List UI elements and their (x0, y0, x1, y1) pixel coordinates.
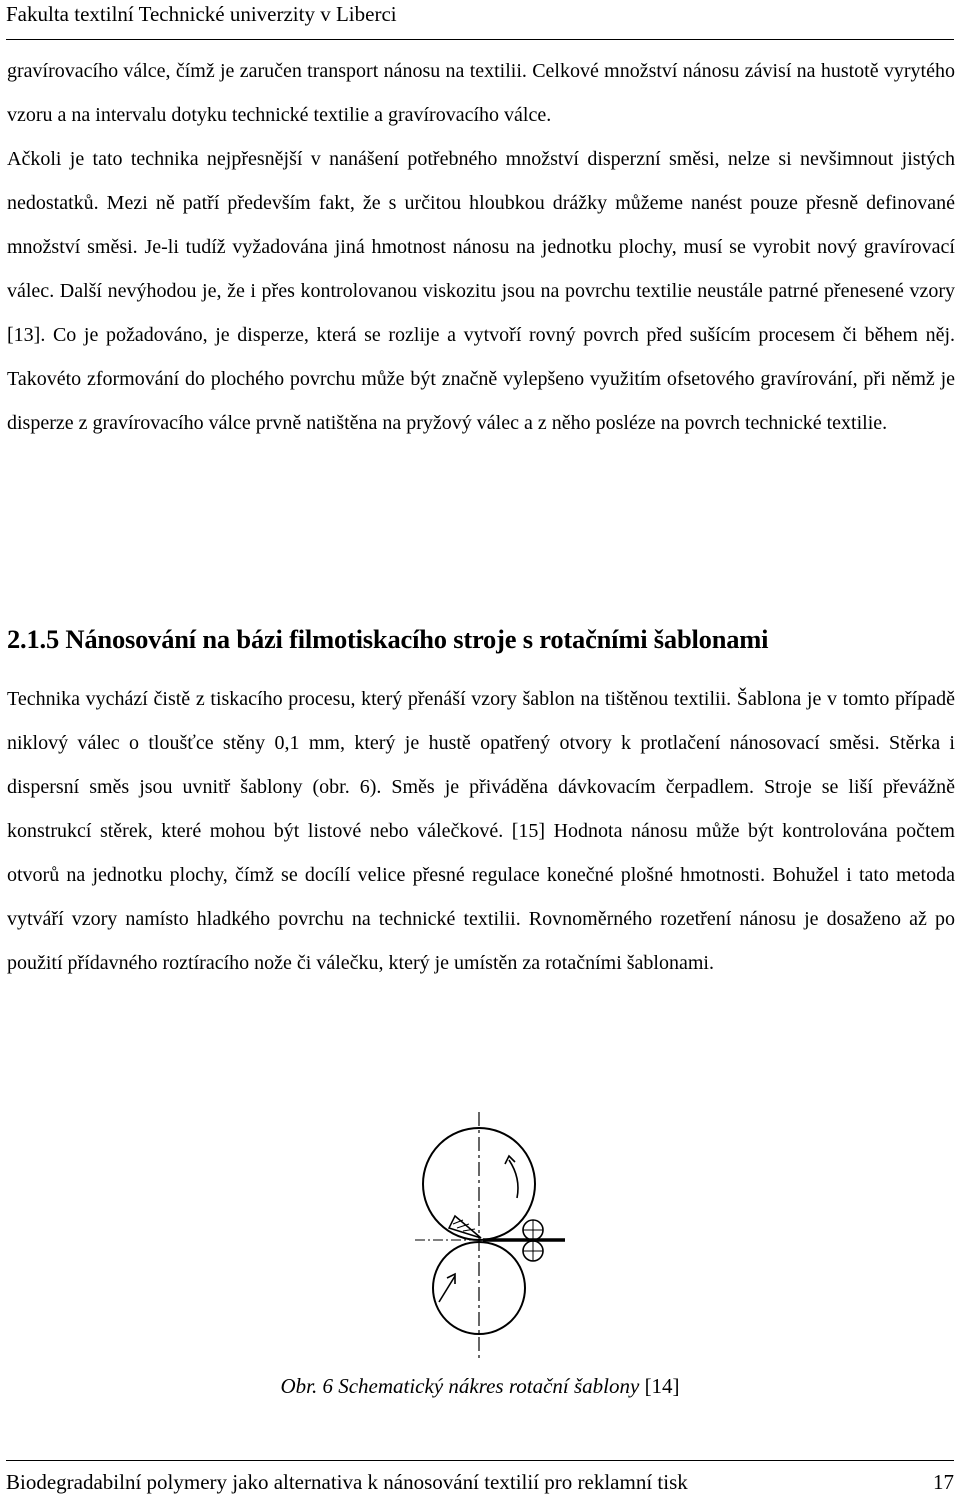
body-text (7, 49, 955, 445)
section-heading: 2.1.5 Nánosování na bázi filmotiskacího stroje s rotačními šablonami (7, 624, 769, 654)
figure-rotary-screen-diagram (405, 1112, 565, 1362)
paragraph-2: Ačkoli je tato technika nejpřesnější v nanášení potřebného množství disperzní směsi, nelze si nevšimnout jistých nedostatků. Mezi ně patří především fakt, že s určitou hloubkou drážky můžeme nanést pouze přesně definované množství směsi. Je-li tudíž vyžadována jiná hmotnost nánosu na jednotku plochy, musí se vyrobit nový gravírovací válec. Další nevýhodou je, že i přes kontrolovanou viskozitu jsou na povrchu textilie neustále patrné přenesené vzory [13]. Co je požadováno, je disperze, která se rozlije a vytvoří rovný povrch před sušícím procesem či během něj. Takovéto zformování do plochého povrchu může být značně vylepšeno využitím ofsetového gravírování, při němž je disperze z gravírovacího válce prvně natištěna na pryžový válec a z něho posléze na povrch technické textilie. (7, 148, 955, 434)
paragraph-1: gravírovacího válce, čímž je zaručen transport nánosu na textilii. Celkové množství nánosu závisí na hustotě vyrytého vzoru a na intervalu dotyku technické textilie a gravírovacího válce. (7, 60, 955, 126)
section-paragraph: Technika vychází čistě z tiskacího procesu, který přenáší vzory šablon na tištěnou textilii. Šablona je v tomto případě niklový válec o tloušťce stěny 0,1 mm, který je hustě opatřený otvory k protlačení nánosovací směsi. Stěrka i dispersní směs jsou uvnitř šablony (obr. 6). Směs je přiváděna dávkovacím čerpadlem. Stroje se liší převážně konstrukcí stěrek, které mohou být listové nebo válečkové. [15] Hodnota nánosu může být kontrolována počtem otvorů na jednotku plochy, čímž se docílí velice přesné regulace konečné plošné hmotnosti. Bohužel i tato metoda vytváří vzory namísto hladkého povrchu na technické textilii. Rovnoměrného rozetření nánosu je dosaženo až po použití přídavného roztíracího nože či válečku, který je umístěn za rotačními šablonami. (7, 688, 955, 974)
page-footer (6, 1460, 954, 1500)
figure-caption (0, 1371, 960, 1401)
footer-title: Biodegradabilní polymery jako alternativa k nánosování textilií pro reklamní tisk (6, 1470, 688, 1494)
caption-reference: [14] (639, 1374, 680, 1398)
rotation-arrow-lower (439, 1276, 455, 1302)
rotary-screen-schematic (405, 1112, 565, 1362)
header-title: Fakulta textilní Technické univerzity v Liberci (6, 2, 397, 26)
page-number: 17 (933, 1470, 954, 1494)
page-header (6, 0, 954, 40)
caption-text: Obr. 6 Schematický nákres rotační šablony (280, 1374, 640, 1398)
section-body (7, 677, 955, 985)
rotation-arrow-upper (509, 1160, 518, 1198)
